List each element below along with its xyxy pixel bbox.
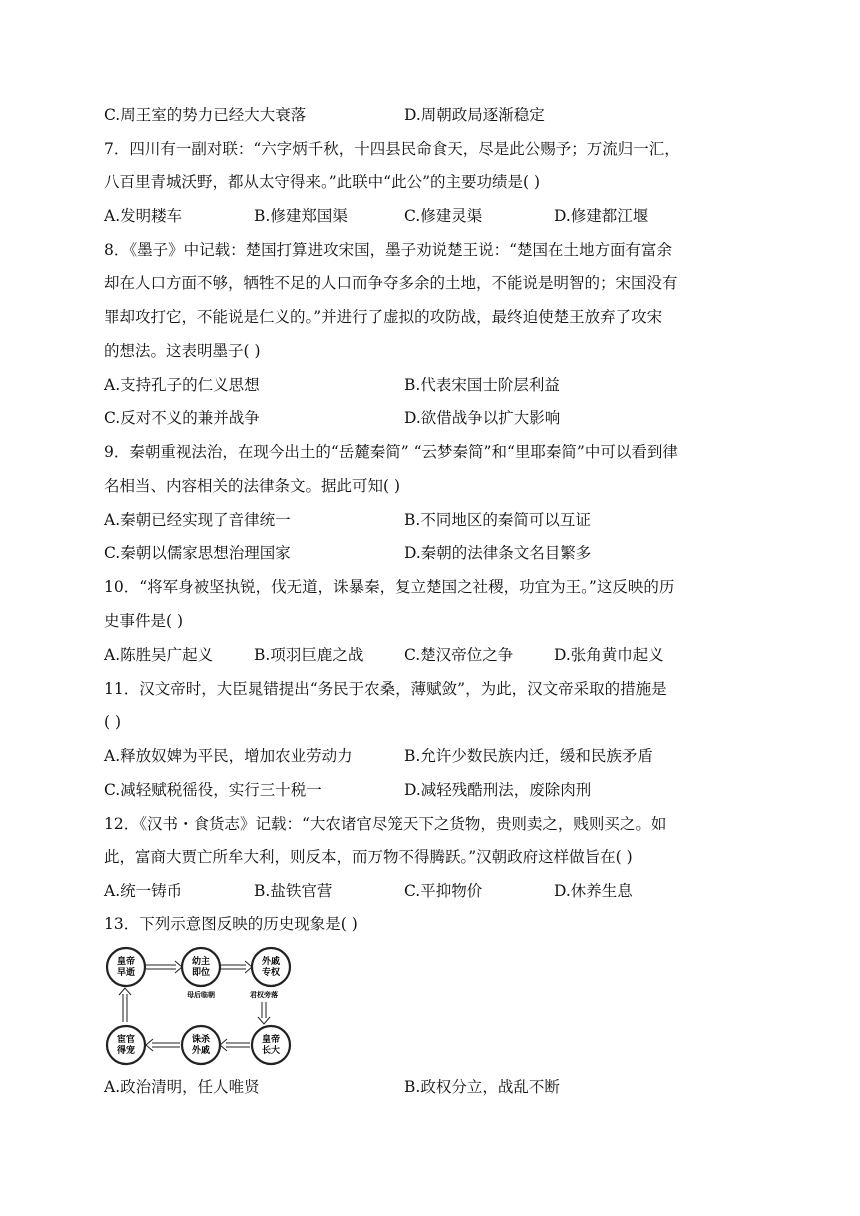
q9-option-b: B.不同地区的秦简可以互证 xyxy=(404,511,591,529)
svg-text:外戚: 外戚 xyxy=(191,1046,211,1056)
arrow-1-to-2 xyxy=(146,961,182,973)
node-consort-clan-dominance xyxy=(252,948,290,986)
q8-stem-line-1: 8．《墨子》中记载：楚国打算进攻宋国，墨子劝说楚王说：“楚国在土地方面有富余 xyxy=(104,241,673,259)
q8-option-a: A.支持孔子的仁义思想 xyxy=(104,376,260,394)
q13-stem-line-1: 13．下列示意图反映的历史现象是( ) xyxy=(104,915,358,933)
svg-text:得宠: 得宠 xyxy=(116,1046,136,1056)
svg-text:宦官: 宦官 xyxy=(116,1035,136,1045)
label-empress-dowager-regency: 母后临朝 xyxy=(187,991,215,999)
q12-option-d: D.休养生息 xyxy=(554,882,633,900)
svg-text:诛杀: 诛杀 xyxy=(191,1035,211,1045)
q12-stem-line-1: 12．《汉书・食货志》记载：“大农诸官尽笼天下之货物，贵则卖之，贱则买之。如 xyxy=(104,815,667,833)
q8-stem-line-4: 的想法。这表明墨子( ) xyxy=(104,342,261,360)
q9-option-c: C.秦朝以儒家思想治理国家 xyxy=(104,544,291,562)
q7-option-a: A.发明耧车 xyxy=(104,207,183,225)
q9-option-d: D.秦朝的法律条文名目繁多 xyxy=(404,544,592,562)
q9-stem-line-2: 名相当、内容相关的法律条文。据此可知( ) xyxy=(104,477,401,495)
q8-stem-line-2: 却在人口方面不够，牺牲不足的人口而争夺多余的土地，不能说是明智的；宋国没有 xyxy=(104,274,678,292)
q10-option-b: B.项羽巨鹿之战 xyxy=(254,646,364,664)
node-kill-consort-clan xyxy=(182,1026,220,1064)
q7-option-c: C.修建灵渠 xyxy=(404,207,483,225)
arrow-2-to-3 xyxy=(220,961,252,973)
q11-option-d: D.减轻残酷刑法，废除肉刑 xyxy=(404,781,592,799)
q6-option-d: D.周朝政局逐渐稳定 xyxy=(404,106,545,124)
svg-text:即位: 即位 xyxy=(191,968,211,978)
label-imperial-power-declines: 君权旁落 xyxy=(250,991,278,999)
q8-option-c: C.反对不义的兼并战争 xyxy=(104,409,260,427)
q11-option-c: C.减轻赋税徭役，实行三十税一 xyxy=(104,781,322,799)
arrow-6-to-1 xyxy=(119,988,131,1022)
svg-text:早逝: 早逝 xyxy=(116,968,136,978)
q12-stem-line-2: 此，富商大贾亡所牟大利，则反本，而万物不得腾跃。”汉朝政府这样做旨在( ) xyxy=(104,848,633,866)
q7-option-d: D.修建都江堰 xyxy=(554,207,649,225)
q7-stem-line-2: 八百里青城沃野，都从太守得来。”此联中“此公”的主要功绩是( ) xyxy=(104,173,541,191)
q11-stem-line-1: 11．汉文帝时，大臣晁错提出“务民于农桑，薄赋敛”，为此，汉文帝采取的措施是 xyxy=(104,680,667,698)
q11-stem-line-2: ( ) xyxy=(104,713,122,731)
q10-option-d: D.张角黄巾起义 xyxy=(554,646,664,664)
arrow-5-to-6 xyxy=(146,1039,180,1051)
q7-stem-line-1: 7．四川有一副对联：“六字炳千秋，十四县民命食天，尽是此公赐予；万流归一汇， xyxy=(104,140,680,158)
q13-cycle-diagram xyxy=(104,940,300,1066)
q8-stem-line-3: 罪却攻打它，不能说是仁义的。”并进行了虚拟的攻防战，最终迫使楚王放弃了攻宋 xyxy=(104,308,663,326)
q10-stem-line-2: 史事件是( ) xyxy=(104,612,184,630)
node-emperor-grows-up xyxy=(252,1026,290,1064)
q12-option-c: C.平抑物价 xyxy=(404,882,483,900)
q13-option-b: B.政权分立，战乱不断 xyxy=(404,1078,560,1096)
q8-option-d: D.欲借战争以扩大影响 xyxy=(404,409,561,427)
svg-text:长大: 长大 xyxy=(261,1046,281,1056)
q12-option-a: A.统一铸币 xyxy=(104,882,183,900)
q10-stem-line-1: 10．“将军身被坚执锐，伐无道，诛暴秦，复立楚国之社稷，功宜为王。”这反映的历 xyxy=(104,578,675,596)
svg-text:专权: 专权 xyxy=(261,968,281,978)
q11-option-a: A.释放奴婢为平民，增加农业劳动力 xyxy=(104,747,353,765)
svg-text:皇帝: 皇帝 xyxy=(116,957,136,967)
q8-option-b: B.代表宋国士阶层利益 xyxy=(404,376,560,394)
q9-option-a: A.秦朝已经实现了音律统一 xyxy=(104,511,291,529)
q10-option-c: C.楚汉帝位之争 xyxy=(404,646,514,664)
q6-option-c: C.周王室的势力已经大大衰落 xyxy=(104,106,307,124)
node-young-ruler-enthroned xyxy=(182,948,220,986)
svg-text:外戚: 外戚 xyxy=(261,957,281,967)
arrow-3-to-4 xyxy=(258,1002,270,1024)
arrow-4-to-5 xyxy=(220,1039,250,1051)
node-emperor-dies-early xyxy=(107,948,145,986)
q10-option-a: A.陈胜吴广起义 xyxy=(104,646,214,664)
q7-option-b: B.修建郑国渠 xyxy=(254,207,348,225)
q12-option-b: B.盐铁官营 xyxy=(254,882,333,900)
svg-text:幼主: 幼主 xyxy=(191,957,211,967)
q13-option-a: A.政治清明，任人唯贤 xyxy=(104,1078,260,1096)
q11-option-b: B.允许少数民族内迁，缓和民族矛盾 xyxy=(404,747,653,765)
q9-stem-line-1: 9．秦朝重视法治，在现今出土的“岳麓秦简” “云梦秦简”和“里耶秦简”中可以看到律 xyxy=(104,443,678,461)
node-eunuchs-favored xyxy=(107,1026,145,1064)
svg-text:皇帝: 皇帝 xyxy=(261,1035,281,1045)
